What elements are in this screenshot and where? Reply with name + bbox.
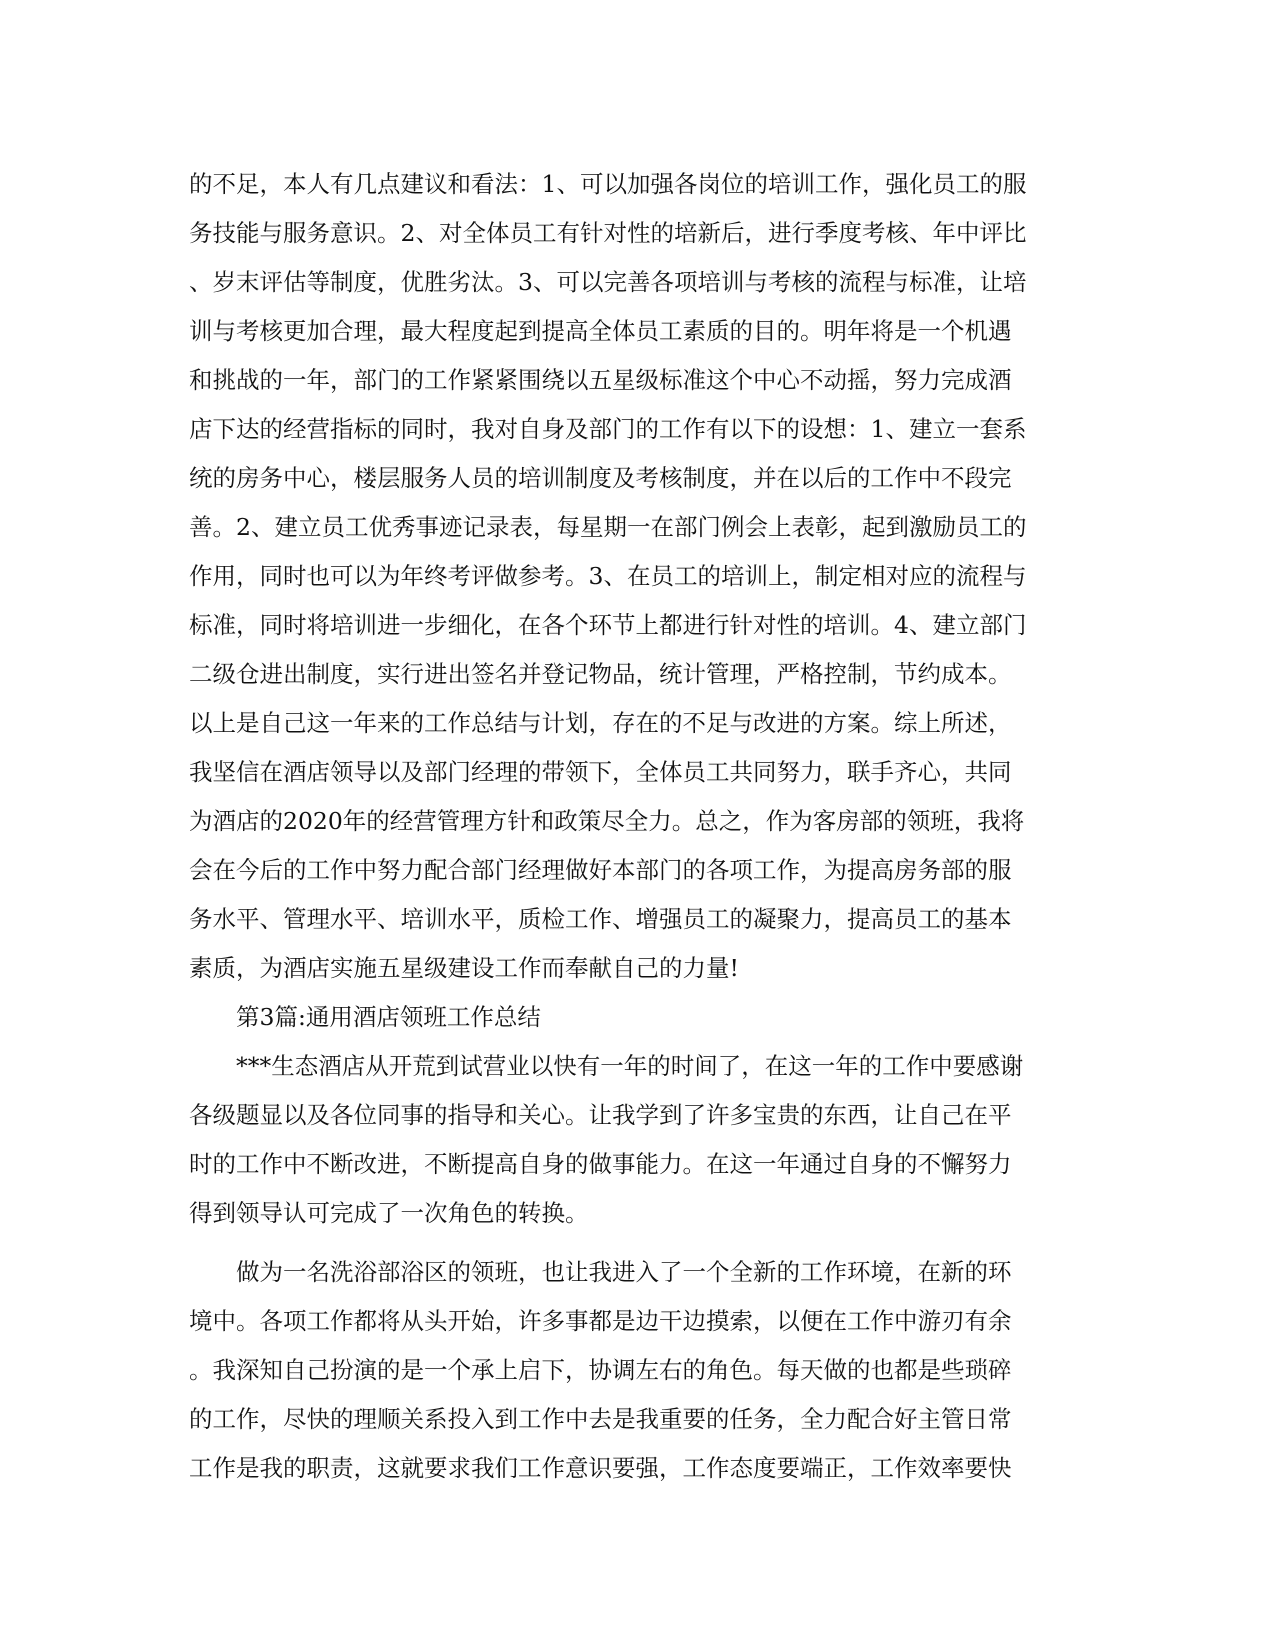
text-line: 训与考核更加合理，最大程度起到提高全体员工素质的目的。明年将是一个机遇 (189, 317, 1012, 345)
text-line: 。我深知自己扮演的是一个承上启下，协调左右的角色。每天做的也都是些琐碎 (189, 1356, 1012, 1384)
continuation-paragraph (189, 160, 1069, 993)
section-heading: 第3篇:通用酒店领班工作总结 (236, 1003, 541, 1031)
text-line: 做为一名洗浴部浴区的领班，也让我进入了一个全新的工作环境，在新的环 (236, 1258, 1012, 1286)
text-line: 统的房务中心，楼层服务人员的培训制度及考核制度，并在以后的工作中不段完 (189, 464, 1012, 492)
paragraph (189, 1248, 1069, 1493)
text-line: 各级题显以及各位同事的指导和关心。让我学到了许多宝贵的东西，让自己在平 (189, 1101, 1012, 1129)
paragraph (189, 1042, 1069, 1238)
text-line: 我坚信在酒店领导以及部门经理的带领下，全体员工共同努力，联手齐心，共同 (189, 758, 1012, 786)
text-line: 的工作，尽快的理顺关系投入到工作中去是我重要的任务，全力配合好主管日常 (189, 1405, 1012, 1433)
text-line: 店下达的经营指标的同时，我对自身及部门的工作有以下的设想：1、建立一套系 (189, 415, 1027, 443)
text-line: 时的工作中不断改进，不断提高自身的做事能力。在这一年通过自身的不懈努力 (189, 1150, 1012, 1178)
text-line: 、岁末评估等制度，优胜劣汰。3、可以完善各项培训与考核的流程与标准，让培 (189, 268, 1027, 296)
text-line: 得到领导认可完成了一次角色的转换。 (189, 1199, 589, 1227)
text-line: 善。2、建立员工优秀事迹记录表，每星期一在部门例会上表彰，起到激励员工的 (189, 513, 1027, 541)
text-line: 以上是自己这一年来的工作总结与计划，存在的不足与改进的方案。综上所述， (189, 709, 1012, 737)
text-line: 的不足，本人有几点建议和看法：1、可以加强各岗位的培训工作，强化员工的服 (189, 170, 1027, 198)
text-line: 工作是我的职责，这就要求我们工作意识要强，工作态度要端正，工作效率要快 (189, 1454, 1012, 1482)
text-line: ***生态酒店从开荒到试营业以快有一年的时间了，在这一年的工作中要感谢 (236, 1052, 1024, 1080)
text-line: 二级仓进出制度，实行进出签名并登记物品，统计管理，严格控制，节约成本。 (189, 660, 1012, 688)
document-body (189, 160, 1069, 1493)
text-line: 会在今后的工作中努力配合部门经理做好本部门的各项工作，为提高房务部的服 (189, 856, 1012, 884)
text-line: 和挑战的一年，部门的工作紧紧围绕以五星级标准这个中心不动摇，努力完成酒 (189, 366, 1012, 394)
text-line: 为酒店的2020年的经营管理方针和政策尽全力。总之，作为客房部的领班，我将 (189, 807, 1025, 835)
text-line: 作用，同时也可以为年终考评做参考。3、在员工的培训上，制定相对应的流程与 (189, 562, 1027, 590)
text-line: 素质，为酒店实施五星级建设工作而奉献自己的力量! (189, 954, 739, 982)
text-line: 务水平、管理水平、培训水平，质检工作、增强员工的凝聚力，提高员工的基本 (189, 905, 1012, 933)
text-line: 境中。各项工作都将从头开始，许多事都是边干边摸索，以便在工作中游刃有余 (189, 1307, 1012, 1335)
text-line: 务技能与服务意识。2、对全体员工有针对性的培新后，进行季度考核、年中评比 (189, 219, 1027, 247)
paragraph-spacer (189, 1238, 1069, 1248)
text-line: 标准，同时将培训进一步细化，在各个环节上都进行针对性的培训。4、建立部门 (189, 611, 1027, 639)
